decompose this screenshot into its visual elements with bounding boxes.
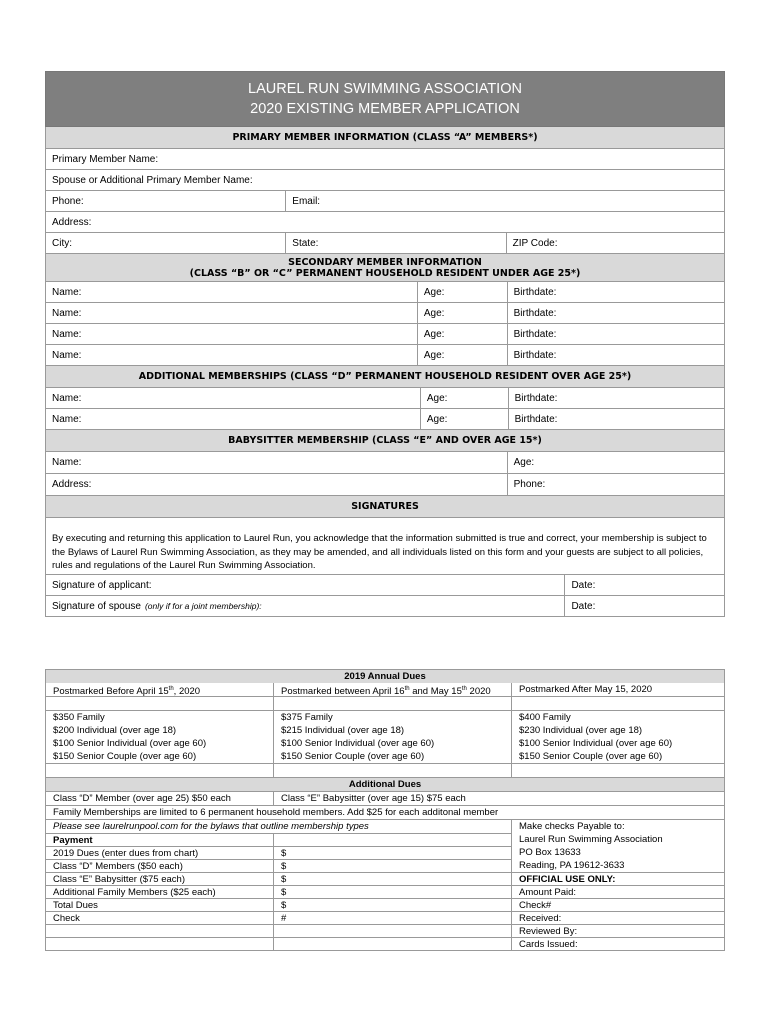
additional-section-title: ADDITIONAL MEMBERSHIPS (CLASS “D” PERMANENT HOUSEHOLD RESIDENT OVER AGE 25*) (45, 366, 725, 388)
dues-row (46, 710, 724, 724)
signatures-section-title: SIGNATURES (45, 496, 725, 518)
payment-line (46, 833, 724, 846)
secondary-age-field[interactable]: Age: (418, 282, 508, 302)
payment-right-text: PO Box 13633 (511, 846, 724, 859)
official-use-field[interactable]: Amount Paid: (511, 885, 724, 898)
bylaws-note: Please see laurelrunpool.com for the bylaws that outline membership types (53, 821, 369, 832)
payment-line (46, 898, 724, 911)
dues-row (46, 724, 724, 737)
payment-label: Payment (46, 833, 273, 846)
babysitter-age-field[interactable]: Age: (513, 457, 535, 468)
payment-amount-field[interactable]: $ (273, 859, 511, 872)
family-note-row (46, 805, 724, 819)
dues-cell: $230 Individual (over age 18) (511, 724, 724, 737)
official-use-label: OFFICIAL USE ONLY: (511, 872, 724, 885)
dues-header-row (46, 683, 724, 697)
dues-col-header: Postmarked Before April 15th, 2020 (53, 686, 201, 698)
org-title: LAUREL RUN SWIMMING ASSOCIATION (248, 81, 522, 97)
payment-item: Class “D” Members ($50 each) (46, 859, 273, 872)
additional-name-field[interactable]: Name: (46, 409, 421, 429)
address-field[interactable]: Address: (52, 216, 92, 228)
spacer (273, 924, 511, 937)
secondary-row (45, 345, 725, 366)
family-note: Family Memberships are limited to 6 permanent household members. Add $25 for each additonal member (53, 807, 499, 818)
additional-row (45, 388, 725, 409)
dues-col-header: Postmarked between April 16th and May 15th 2020 (273, 683, 511, 696)
secondary-title-line1: SECONDARY MEMBER INFORMATION (288, 256, 482, 268)
payment-line (46, 924, 724, 937)
additional-birthdate-field[interactable]: Birthdate: (514, 392, 558, 404)
additional-age-field[interactable]: Age: (421, 409, 509, 429)
secondary-section-title (45, 254, 725, 282)
spacer (46, 764, 273, 777)
babysitter-address-field[interactable]: Address: (46, 474, 508, 495)
spacer (273, 764, 511, 777)
secondary-birthdate-field[interactable]: Birthdate: (513, 328, 557, 340)
payment-line (46, 846, 724, 859)
payment-amount-field[interactable]: # (273, 911, 511, 924)
signatures-agreement-text: By executing and returning this application to Laurel Run, you acknowledge that the information submitted is true and correct, your membership is subject to the Bylaws of Laurel Run Swimming Association, as they may be amended, and all individuals listed on this form and your guests are subject to all policies, rules and regulations of the Laurel Run Swimming Association. (45, 518, 725, 575)
spouse-name-row[interactable] (45, 170, 725, 191)
primary-name-row[interactable] (45, 149, 725, 170)
payment-line (46, 911, 724, 924)
payment-item: Additional Family Members ($25 each) (46, 885, 273, 898)
email-field[interactable]: Email: (292, 195, 321, 207)
address-row[interactable] (45, 212, 725, 233)
form-title: 2020 EXISTING MEMBER APPLICATION (250, 101, 520, 117)
payment-amount-field[interactable]: $ (273, 898, 511, 911)
dues-row (46, 750, 724, 763)
dues-cell: $200 Individual (over age 18) (53, 725, 177, 736)
spacer (511, 697, 724, 710)
form-header (45, 71, 725, 127)
additional-birthdate-field[interactable]: Birthdate: (514, 413, 558, 425)
additional-name-field[interactable]: Name: (46, 388, 421, 408)
secondary-name-field[interactable]: Name: (46, 303, 418, 323)
primary-section-title: PRIMARY MEMBER INFORMATION (CLASS “A” MEMBERS*) (45, 127, 725, 149)
dues-spacer-row (46, 763, 724, 777)
spacer (46, 697, 273, 710)
spacer (46, 924, 273, 937)
dues-title: 2019 Annual Dues (46, 670, 724, 683)
payment-item: Total Dues (46, 898, 273, 911)
spouse-signature-row (45, 596, 725, 617)
phone-email-row (45, 191, 725, 212)
payment-amount-field[interactable]: $ (273, 872, 511, 885)
primary-name-field[interactable]: Primary Member Name: (52, 153, 159, 165)
secondary-name-field[interactable]: Name: (46, 345, 418, 365)
spouse-signature-note: (only if for a joint membership): (144, 601, 262, 611)
babysitter-name-row (45, 452, 725, 474)
secondary-birthdate-field[interactable]: Birthdate: (513, 307, 557, 319)
dues-cell: $150 Senior Couple (over age 60) (511, 750, 724, 763)
additional-dues-row (46, 791, 724, 805)
official-use-field[interactable]: Reviewed By: (511, 924, 724, 937)
secondary-row (45, 303, 725, 324)
secondary-name-field[interactable]: Name: (46, 282, 418, 302)
spacer (273, 937, 511, 950)
official-use-field[interactable]: Cards Issued: (511, 937, 724, 950)
dues-cell: $350 Family (53, 712, 105, 723)
secondary-title-line2: (CLASS “B” OR “C” PERMANENT HOUSEHOLD RESIDENT UNDER AGE 25*) (189, 267, 581, 279)
payment-item: Class “E” Babysitter ($75 each) (46, 872, 273, 885)
payment-line (46, 859, 724, 872)
spacer (511, 792, 724, 805)
official-use-field[interactable]: Received: (511, 911, 724, 924)
babysitter-name-field[interactable]: Name: (46, 452, 508, 473)
dues-cell: $100 Senior Individual (over age 60) (511, 737, 724, 750)
city-field[interactable]: City: (46, 233, 286, 253)
dues-cell: $100 Senior Individual (over age 60) (273, 737, 511, 750)
dues-col-header: Postmarked After May 15, 2020 (511, 683, 724, 696)
secondary-birthdate-field[interactable]: Birthdate: (513, 286, 557, 298)
spacer (273, 697, 511, 710)
class-e-dues: Class “E” Babysitter (over age 15) $75 each (273, 792, 511, 805)
state-field[interactable]: State: (286, 233, 506, 253)
payment-right-text: Laurel Run Swimming Association (511, 833, 724, 846)
city-state-zip-row (45, 233, 725, 254)
payment-item: Check (46, 911, 273, 924)
additional-age-field[interactable]: Age: (421, 388, 509, 408)
secondary-birthdate-field[interactable]: Birthdate: (513, 349, 557, 361)
applicant-signature-row (45, 575, 725, 596)
dues-row (46, 737, 724, 750)
spacer (46, 937, 273, 950)
zip-field[interactable]: ZIP Code: (512, 237, 558, 249)
applicant-signature-field[interactable]: Signature of applicant: (46, 575, 565, 595)
application-form (45, 71, 725, 617)
dues-cell: $150 Senior Couple (over age 60) (53, 751, 197, 762)
spouse-signature-field[interactable] (46, 596, 565, 616)
dues-cell: $400 Family (511, 711, 724, 724)
secondary-age-field[interactable]: Age: (418, 324, 508, 344)
dues-cell: $375 Family (273, 711, 511, 724)
payment-line (46, 819, 724, 833)
secondary-age-field[interactable]: Age: (418, 345, 508, 365)
additional-dues-title: Additional Dues (46, 777, 724, 791)
dues-spacer-row (46, 697, 724, 710)
secondary-row (45, 282, 725, 303)
additional-row (45, 409, 725, 430)
payment-line (46, 885, 724, 898)
payment-item: 2019 Dues (enter dues from chart) (46, 846, 273, 859)
dues-cell: $150 Senior Couple (over age 60) (273, 750, 511, 763)
spacer (511, 764, 724, 777)
dues-cell: $215 Individual (over age 18) (273, 724, 511, 737)
payment-right-text: Reading, PA 19612-3633 (511, 859, 724, 872)
spouse-name-field[interactable]: Spouse or Additional Primary Member Name: (52, 174, 253, 186)
spacer (273, 833, 511, 846)
applicant-date-field[interactable]: Date: (571, 579, 596, 591)
babysitter-phone-field[interactable]: Phone: (513, 479, 546, 490)
class-d-dues: Class “D” Member (over age 25) $50 each (53, 793, 231, 804)
babysitter-section-title: BABYSITTER MEMBERSHIP (CLASS “E” AND OVER AGE 15*) (45, 430, 725, 452)
secondary-age-field[interactable]: Age: (418, 303, 508, 323)
payment-line (46, 937, 724, 950)
payment-right-text: Make checks Payable to: (511, 820, 724, 833)
dues-table (45, 669, 725, 951)
phone-field[interactable]: Phone: (46, 191, 286, 211)
official-use-field[interactable]: Check# (511, 898, 724, 911)
dues-cell: $100 Senior Individual (over age 60) (53, 738, 207, 749)
secondary-row (45, 324, 725, 345)
payment-line (46, 872, 724, 885)
secondary-name-field[interactable]: Name: (46, 324, 418, 344)
spouse-date-field[interactable]: Date: (571, 600, 596, 612)
payment-amount-field[interactable]: $ (273, 885, 511, 898)
payment-amount-field[interactable]: $ (273, 846, 511, 859)
babysitter-address-row (45, 474, 725, 496)
spouse-signature-label: Signature of spouse (52, 600, 141, 612)
